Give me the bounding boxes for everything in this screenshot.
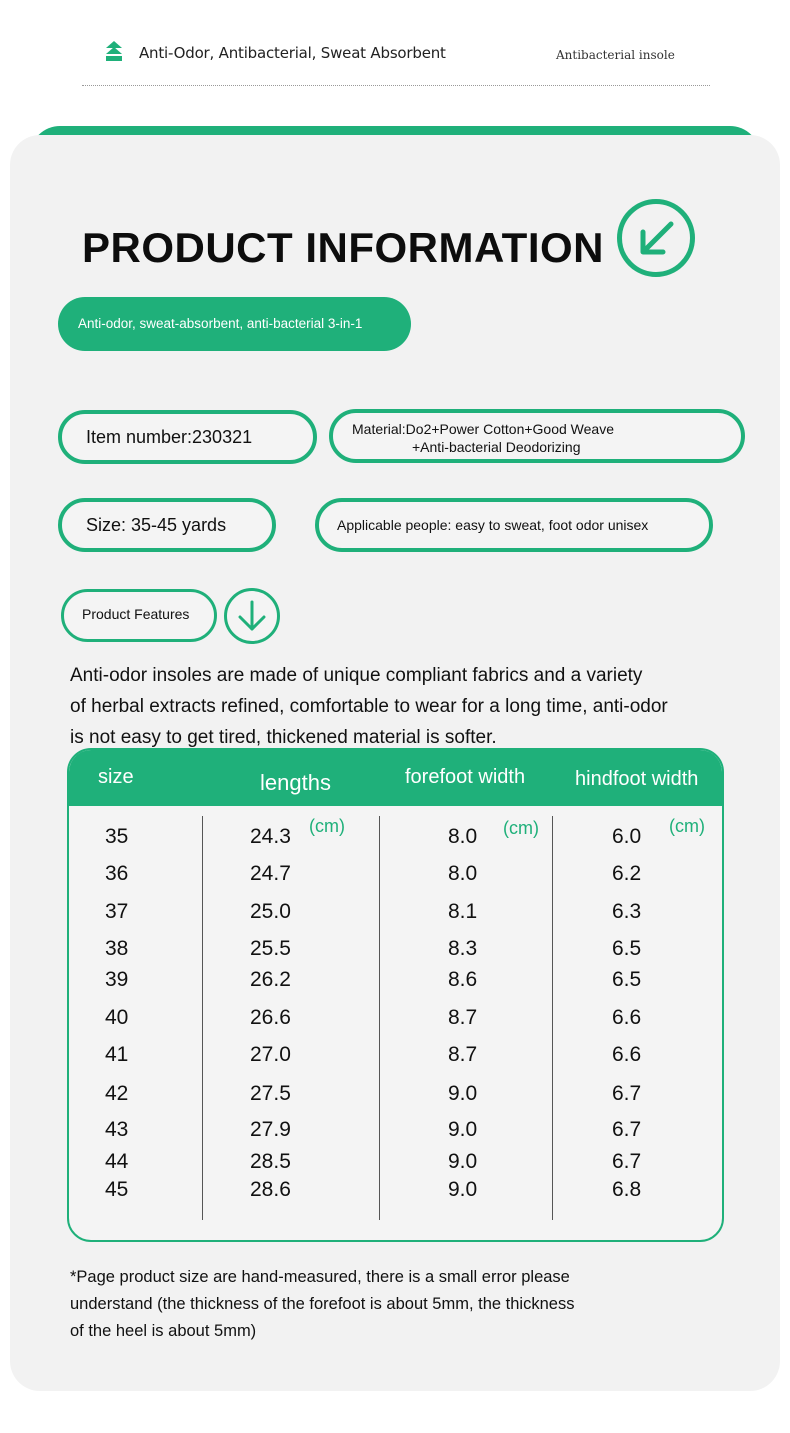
table-cell: 9.0 xyxy=(448,1150,478,1173)
header-lengths: lengths xyxy=(260,770,331,795)
table-cell: 24.7 xyxy=(250,862,291,885)
table-cell: 8.7 xyxy=(448,1043,478,1066)
table-cell: 44 xyxy=(105,1150,129,1173)
table-cell: 6.2 xyxy=(612,862,642,885)
arrow-down-circle-icon xyxy=(224,588,280,644)
table-cell: 39 xyxy=(105,968,129,991)
table-cell: 6.7 xyxy=(612,1150,642,1173)
table-cell: 6.7 xyxy=(612,1118,642,1141)
table-cell: 6.5 xyxy=(612,968,642,991)
unit-label-hindfoot: (cm) xyxy=(669,816,705,836)
table-cell: 28.5 xyxy=(250,1150,291,1173)
header-right-label: Antibacterial insole xyxy=(556,48,675,62)
size-pill: Size: 35-45 yards xyxy=(58,498,276,552)
footnote-line: understand (the thickness of the forefoot is about 5mm, the thickness xyxy=(70,1295,575,1313)
tagline-pill: Anti-odor, sweat-absorbent, anti-bacterial 3-in-1 xyxy=(58,297,411,351)
table-cell: 37 xyxy=(105,900,129,923)
table-cell: 35 xyxy=(105,825,129,848)
table-cell: 8.0 xyxy=(448,862,478,885)
footnote-line: of the heel is about 5mm) xyxy=(70,1322,257,1340)
table-cell: 41 xyxy=(105,1043,129,1066)
table-cell: 6.7 xyxy=(612,1082,642,1105)
table-cell: 24.3 xyxy=(250,825,291,848)
table-cell: 27.5 xyxy=(250,1082,291,1105)
table-cell: 36 xyxy=(105,862,129,885)
layered-triangle-icon xyxy=(104,41,124,63)
material-line-2: +Anti-bacterial Deodorizing xyxy=(412,439,581,455)
table-cell: 8.6 xyxy=(448,968,478,991)
table-cell: 43 xyxy=(105,1118,129,1141)
table-cell: 42 xyxy=(105,1082,129,1105)
table-cell: 9.0 xyxy=(448,1082,478,1105)
footnote xyxy=(70,1264,750,1345)
top-bar xyxy=(82,36,710,86)
table-cell: 40 xyxy=(105,1006,129,1029)
applicable-people-pill: Applicable people: easy to sweat, foot odor unisex xyxy=(315,498,713,552)
material-line-1: Material:Do2+Power Cotton+Good Weave xyxy=(352,421,614,437)
column-divider xyxy=(379,816,380,1220)
table-cell: 6.0 xyxy=(612,825,642,848)
table-cell: 8.1 xyxy=(448,900,478,923)
arrow-down-left-circle-icon xyxy=(617,199,695,277)
footnote-line: *Page product size are hand-measured, there is a small error please xyxy=(70,1268,570,1286)
material-pill xyxy=(329,409,745,463)
header-hindfoot-width: hindfoot width xyxy=(575,768,699,790)
table-cell: 9.0 xyxy=(448,1178,478,1201)
product-description xyxy=(70,660,750,753)
size-table xyxy=(67,748,724,1242)
product-features-pill: Product Features xyxy=(61,589,217,642)
page-title: PRODUCT INFORMATION xyxy=(82,224,605,271)
table-cell: 8.3 xyxy=(448,937,478,960)
table-cell: 26.6 xyxy=(250,1006,291,1029)
table-cell: 38 xyxy=(105,937,129,960)
header-title: Anti-Odor, Antibacterial, Sweat Absorbent xyxy=(139,44,446,62)
table-cell: 28.6 xyxy=(250,1178,291,1201)
table-cell: 6.3 xyxy=(612,900,642,923)
unit-label-lengths: (cm) xyxy=(309,816,345,836)
table-cell: 27.9 xyxy=(250,1118,291,1141)
unit-label-forefoot: (cm) xyxy=(503,818,539,838)
column-divider xyxy=(202,816,203,1220)
table-cell: 9.0 xyxy=(448,1118,478,1141)
column-divider xyxy=(552,816,553,1220)
table-cell: 25.0 xyxy=(250,900,291,923)
table-cell: 6.6 xyxy=(612,1043,642,1066)
table-cell: 27.0 xyxy=(250,1043,291,1066)
table-header xyxy=(69,750,722,806)
table-cell: 8.7 xyxy=(448,1006,478,1029)
description-line: of herbal extracts refined, comfortable to wear for a long time, anti-odor xyxy=(70,696,668,717)
table-cell: 6.8 xyxy=(612,1178,642,1201)
table-cell: 6.5 xyxy=(612,937,642,960)
header-forefoot-width: forefoot width xyxy=(405,766,526,788)
table-cell: 26.2 xyxy=(250,968,291,991)
table-cell: 25.5 xyxy=(250,937,291,960)
table-cell: 45 xyxy=(105,1178,129,1201)
header-size: size xyxy=(98,766,134,788)
description-line: Anti-odor insoles are made of unique compliant fabrics and a variety xyxy=(70,665,643,686)
table-cell: 6.6 xyxy=(612,1006,642,1029)
table-cell: 8.0 xyxy=(448,825,478,848)
item-number-pill: Item number:230321 xyxy=(58,410,317,464)
description-line: is not easy to get tired, thickened material is softer. xyxy=(70,727,497,748)
